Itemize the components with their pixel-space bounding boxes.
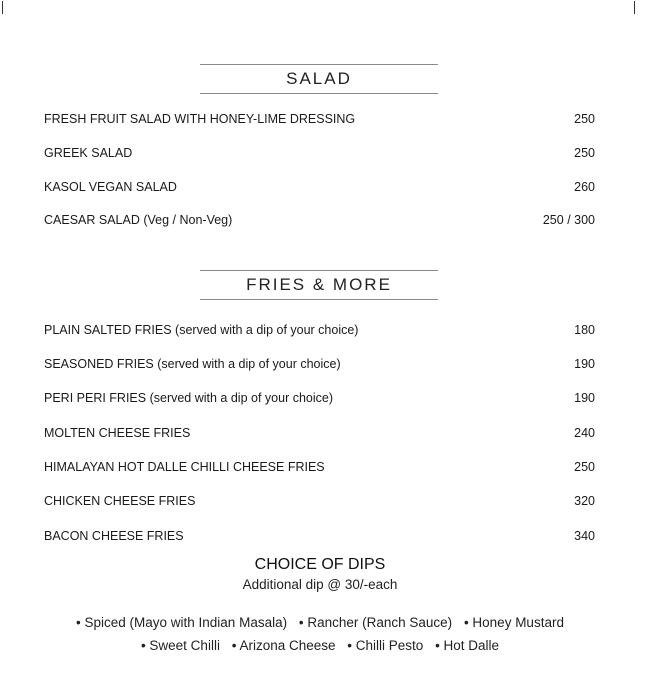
item-name: BACON CHEESE FRIES	[44, 529, 184, 543]
menu-item	[44, 213, 595, 227]
dip-option: • Spiced (Mayo with Indian Masala)	[76, 615, 288, 630]
item-price: 250 / 300	[542, 213, 595, 227]
item-name: CHICKEN CHEESE FRIES	[44, 494, 196, 508]
item-price: 320	[574, 494, 595, 508]
dips-options-line-2	[0, 638, 640, 653]
item-name: FRESH FRUIT SALAD WITH HONEY-LIME DRESSING	[44, 112, 356, 126]
salad-heading: SALAD	[200, 64, 438, 94]
item-name: HIMALAYAN HOT DALLE CHILLI CHEESE FRIES	[44, 460, 325, 474]
item-price: 250	[574, 146, 595, 160]
item-name: PERI PERI FRIES (served with a dip of your choice)	[44, 391, 333, 405]
dip-option: • Hot Dalle	[435, 638, 500, 653]
item-price: 260	[574, 180, 595, 194]
menu-item	[44, 323, 595, 337]
menu-item	[44, 112, 595, 126]
menu-item	[44, 460, 595, 474]
menu-item	[44, 180, 595, 194]
item-name: KASOL VEGAN SALAD	[44, 180, 177, 194]
dip-option: • Honey Mustard	[463, 615, 564, 630]
menu-item	[44, 494, 595, 508]
dip-option: • Rancher (Ranch Sauce)	[298, 615, 453, 630]
item-price: 240	[574, 426, 595, 440]
menu-item	[44, 146, 595, 160]
dips-heading: CHOICE OF DIPS	[254, 556, 386, 573]
item-price: 180	[574, 323, 595, 337]
item-name: CAESAR SALAD (Veg / Non-Veg)	[44, 213, 233, 227]
item-name: MOLTEN CHEESE FRIES	[44, 426, 191, 440]
item-price: 190	[574, 357, 595, 371]
menu-item	[44, 529, 595, 543]
item-name: PLAIN SALTED FRIES (served with a dip of your choice)	[44, 323, 359, 337]
dip-option: • Chilli Pesto	[347, 638, 424, 653]
item-price: 250	[574, 460, 595, 474]
item-name: GREEK SALAD	[44, 146, 133, 160]
menu-item	[44, 426, 595, 440]
fries-heading: FRIES & MORE	[200, 270, 438, 300]
menu-item	[44, 357, 595, 371]
dips-subtitle: Additional dip @ 30/-each	[242, 577, 398, 592]
crop-mark-left	[2, 1, 3, 14]
item-price: 340	[574, 529, 595, 543]
dip-option: • Arizona Cheese	[231, 638, 336, 653]
dips-options-line-1	[0, 615, 640, 630]
item-name: SEASONED FRIES (served with a dip of your choice)	[44, 357, 341, 371]
dip-option: • Sweet Chilli	[140, 638, 220, 653]
menu-item	[44, 391, 595, 405]
item-price: 250	[574, 112, 595, 126]
crop-mark-right	[634, 1, 635, 14]
item-price: 190	[574, 391, 595, 405]
